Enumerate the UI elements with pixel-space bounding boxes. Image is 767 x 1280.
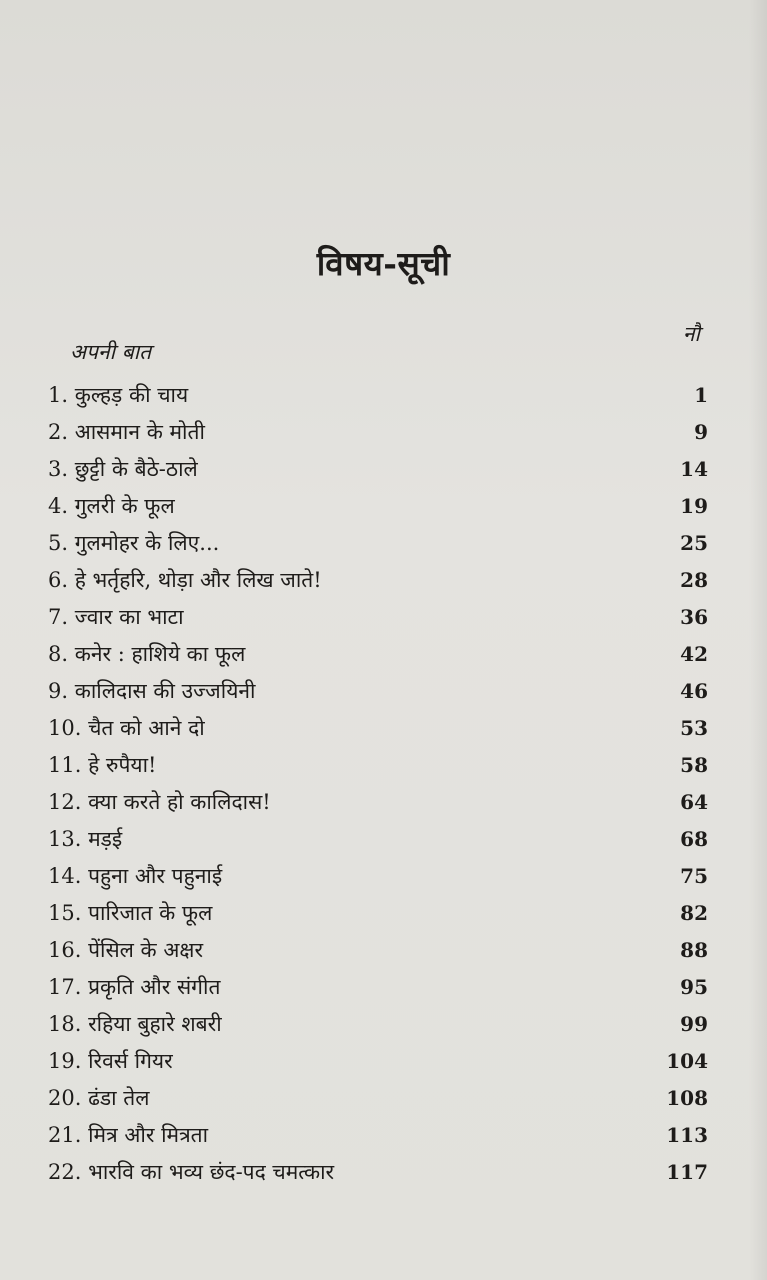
toc-entry-page: 113 — [666, 1123, 708, 1147]
toc-entry — [48, 636, 708, 673]
toc-entry — [48, 414, 708, 451]
toc-entry-page: 58 — [680, 753, 708, 777]
toc-entry-title: 14. पहुना और पहुनाई — [48, 864, 223, 888]
toc-entry-title: 13. मड़ई — [48, 827, 123, 851]
toc-entry-title: 3. छुट्टी के बैठे-ठाले — [48, 457, 198, 481]
toc-entry-title: 11. हे रुपैया! — [48, 753, 157, 777]
toc-entry-page: 42 — [680, 642, 708, 666]
toc-entry-page: 1 — [694, 383, 708, 407]
toc-entry-title: 1. कुल्हड़ की चाय — [48, 383, 189, 407]
toc-entry-title: 15. पारिजात के फूल — [48, 901, 213, 925]
toc-entry-title: 19. रिवर्स गियर — [48, 1049, 173, 1073]
toc-entry-title: 4. गुलरी के फूल — [48, 494, 175, 518]
toc-entry-page: 46 — [680, 679, 708, 703]
toc-entry-page: 99 — [680, 1012, 708, 1036]
toc-entry — [48, 969, 708, 1006]
toc-entry-page: 28 — [680, 568, 708, 592]
toc-entry — [48, 1006, 708, 1043]
toc-entry-page: 75 — [680, 864, 708, 888]
toc-entry — [48, 747, 708, 784]
toc-entry — [48, 710, 708, 747]
toc-entry-title: 22. भारवि का भव्य छंद-पद चमत्कार — [48, 1160, 335, 1184]
toc-entry-page: 53 — [680, 716, 708, 740]
toc-entry-page: 104 — [666, 1049, 708, 1073]
toc-entry — [48, 821, 708, 858]
toc-entry — [48, 488, 708, 525]
toc-entry — [48, 377, 708, 414]
toc-entry-title: 9. कालिदास की उज्जयिनी — [48, 679, 256, 703]
toc-entry — [48, 1043, 708, 1080]
toc-entry — [48, 895, 708, 932]
toc-intro-label: अपनी बात — [70, 340, 152, 364]
toc-entry-title: 21. मित्र और मित्रता — [48, 1123, 209, 1147]
toc-entry-page: 82 — [680, 901, 708, 925]
page-edge-shadow — [749, 0, 767, 1280]
toc-entry-page: 19 — [680, 494, 708, 518]
toc-entry — [48, 599, 708, 636]
toc-entry — [48, 784, 708, 821]
toc-entry — [48, 1117, 708, 1154]
toc-entry-page: 9 — [694, 420, 708, 444]
contents-heading: विषय-सूची — [316, 244, 451, 283]
toc-entry — [48, 858, 708, 895]
toc-entry — [48, 451, 708, 488]
toc-entry-title: 16. पेंसिल के अक्षर — [48, 938, 204, 962]
toc-entry-title: 8. कनेर : हाशिये का फूल — [48, 642, 246, 666]
toc-entry-title: 12. क्या करते हो कालिदास! — [48, 790, 271, 814]
toc-entry-page: 36 — [680, 605, 708, 629]
toc-entry-page: 95 — [680, 975, 708, 999]
toc-entry-title: 5. गुलमोहर के लिए... — [48, 531, 220, 555]
toc-entry-page: 68 — [680, 827, 708, 851]
toc-entry-title: 2. आसमान के मोती — [48, 420, 205, 444]
toc-entry-title: 10. चैत को आने दो — [48, 716, 205, 740]
toc-entry-page: 64 — [680, 790, 708, 814]
toc-entry-title: 6. हे भर्तृहरि, थोड़ा और लिख जाते! — [48, 568, 322, 592]
toc-intro-row — [70, 320, 700, 370]
toc-entry-title: 7. ज्वार का भाटा — [48, 605, 184, 629]
toc-entry-page: 108 — [666, 1086, 708, 1110]
toc-entry-page: 88 — [680, 938, 708, 962]
toc-entry — [48, 1080, 708, 1117]
toc-list — [48, 377, 708, 1191]
toc-entry-title: 17. प्रकृति और संगीत — [48, 975, 221, 999]
toc-entry-title: 20. ढंडा तेल — [48, 1086, 150, 1110]
toc-entry — [48, 673, 708, 710]
toc-entry-page: 14 — [680, 457, 708, 481]
toc-entry — [48, 562, 708, 599]
toc-entry — [48, 525, 708, 562]
toc-entry — [48, 1154, 708, 1191]
toc-entry — [48, 932, 708, 969]
toc-entry-title: 18. रहिया बुहारे शबरी — [48, 1012, 222, 1036]
toc-entry-page: 25 — [680, 531, 708, 555]
toc-intro-page: नौ — [682, 322, 700, 346]
toc-entry-page: 117 — [666, 1160, 708, 1184]
